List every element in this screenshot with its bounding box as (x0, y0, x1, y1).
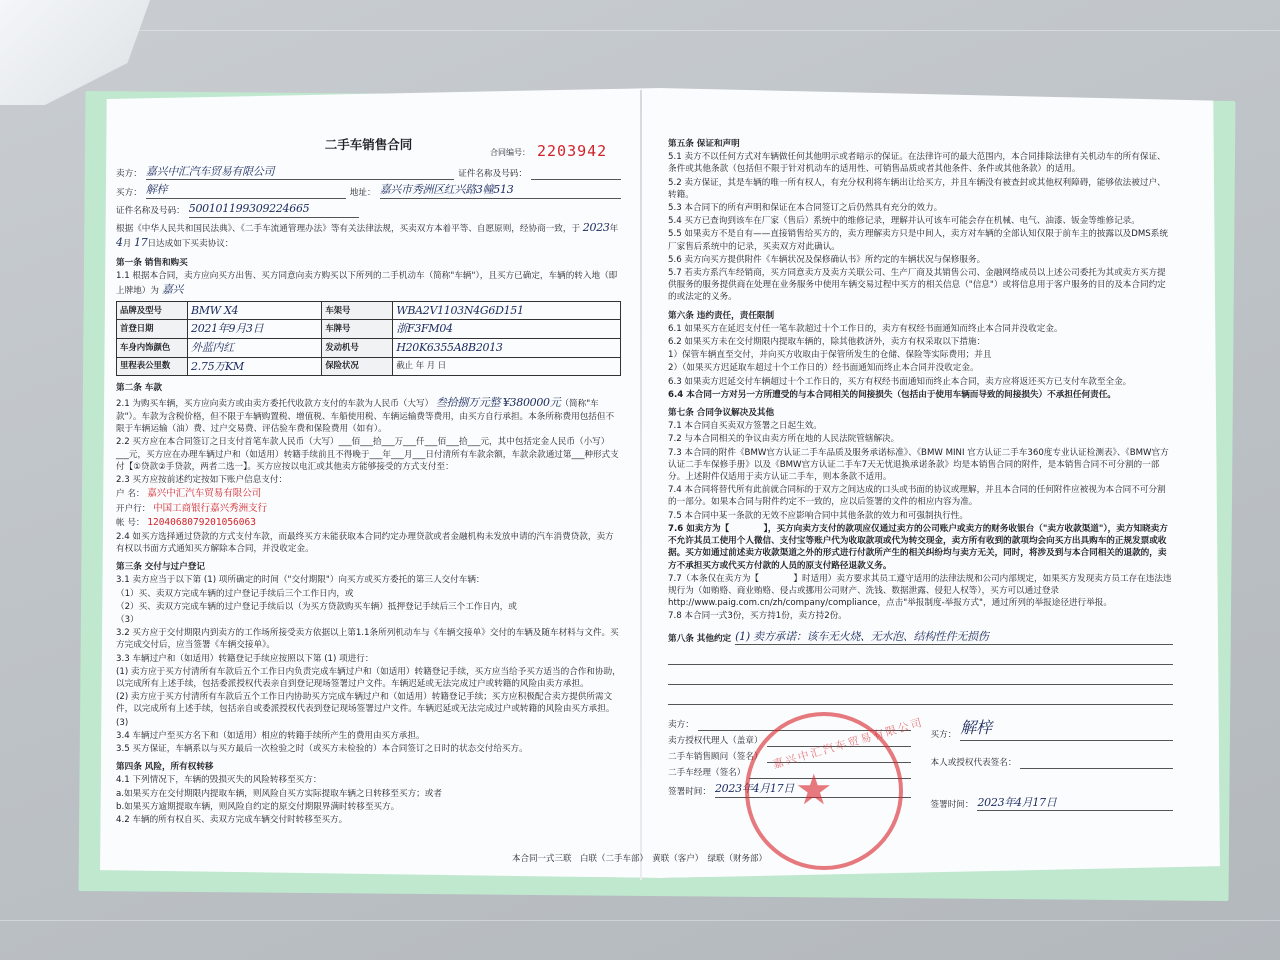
art7-p1: 7.1 本合同自买卖双方签署之日起生效。 (668, 421, 822, 432)
table-key: 保险状况 (322, 357, 393, 376)
art7-heading: 第七条 合同争议解决及其他 (668, 408, 775, 419)
sig-date-label-left: 签署时间： (668, 786, 711, 797)
bank-label: 开户行： (116, 503, 151, 514)
sig-seller-label: 卖方： (668, 719, 694, 730)
id-type-label: 证件名称及号码： (458, 169, 527, 180)
sig-advisor-label: 二手车销售顾问（签名） (668, 751, 763, 762)
transfer-place: 嘉兴 (161, 283, 184, 297)
preamble (116, 220, 621, 251)
table-row (117, 320, 621, 339)
desk-seam (0, 920, 1280, 921)
right-page (668, 132, 1173, 813)
account-name-label: 户 名： (116, 489, 145, 500)
preamble-year: 2023 (582, 220, 610, 234)
acct-label: 帐 号： (116, 518, 145, 529)
table-value: 2.75万KM (188, 357, 322, 376)
art3-p1: 3.1 卖方应当于以下第 (1) 项所确定的时间（"交付期限"）向买方或买方委托的第三人交付车辆： (116, 575, 485, 586)
preamble-month: 4 (116, 236, 123, 250)
art2-p1b: （简称"车款"）。车款为含税价格，但不限于车辆购置税、增值税、车船使用税、车辆运输费等费用，由买方自行承担。本条所称费用包括但不限于车辆运输（油）费、过户交易费、评估验车费和保险费用（如有）。 (116, 399, 615, 435)
table-key: 车牌号 (322, 320, 393, 339)
art8-blank-line (668, 671, 1173, 685)
table-value: H20K6355A8B2013 (393, 339, 621, 358)
acct-number: 1204068079201056063 (147, 517, 256, 529)
art4-heading: 第四条 风险，所有权转移 (116, 762, 214, 773)
account-name: 嘉兴中汇汽车贸易有限公司 (147, 488, 262, 500)
art8-heading: 第八条 其他约定 (668, 633, 732, 644)
seal-text: 嘉兴中汇汽车贸易有限公司 (771, 715, 925, 772)
sig-buyer-rep-label: 本人或授权代表签名： (930, 757, 1017, 768)
preamble-day: 17 (134, 236, 148, 250)
art8-field: (1) 卖方承诺：该车无火烧、无水泡、结构性件无损伤 (735, 629, 1173, 646)
table-key: 车身内饰颜色 (117, 339, 188, 358)
art3-p1c: （3） (116, 614, 139, 625)
table-value: 外蓝内红 (188, 339, 322, 358)
page-fold (640, 90, 642, 880)
art5-p6: 5.6 卖方向买方提供附件《车辆状况及保修确认书》所约定的车辆状况与保修服务。 (668, 254, 986, 265)
buyer-label: 买方： (116, 187, 142, 198)
sig-row (931, 795, 1174, 812)
buyer-signature (931, 715, 1174, 813)
cert-field: 500101199309224665 (189, 201, 359, 218)
art6-p4: 6.4 本合同一方对另一方所遭受的与本合同相关的间接损失（包括由于使用车辆而导致的间接损失）不承担任何责任。 (668, 389, 1116, 400)
art2-p3: 2.3 买方应按前述约定按如下账户信息支付： (116, 475, 288, 486)
acct-line (116, 516, 621, 529)
art7-p3: 7.3 本合同的附件《BMW官方认证二手车品质及服务承诺标准》、《BMW MINI 官方认证二手车360度专业认证检测表》、《BMW官方认证二手车保修手册》以及《BMW官方认证二手车7天无忧退换承诺条款》均是本销售合同的附件，是本销售合同不可分割的一部分。上述附件仅适用于卖方认证二手车，则本条款不适用。 (668, 447, 1169, 483)
art6-p3: 6.3 如果卖方迟延交付车辆超过十个工作日的，买方有权经书面通知而终止本合同，卖方应将返还买方已支付车款至全金。 (668, 376, 1132, 387)
art1-p1-text: 1.1 根据本合同，卖方应向买方出售、买方同意向卖方购买以下所列的二手机动车（简称"车辆"），且买方已确定，车辆的转入地（即上牌地）为 (116, 271, 618, 297)
table-row (117, 357, 621, 376)
art5-heading: 第五条 保证和声明 (668, 139, 740, 149)
art3-heading: 第三条 交付与过户登记 (116, 562, 205, 573)
bank-name: 中国工商银行嘉兴秀洲支行 (153, 502, 268, 514)
table-key: 品牌及型号 (117, 301, 188, 320)
buyer-field: 解梓 (146, 182, 346, 199)
art7-p2: 7.2 与本合同相关的争议由卖方所在地的人民法院管辖解决。 (668, 434, 900, 445)
art4-p1a: a.如果买方在交付期限内提取车辆，则风险自买方实际提取车辆之日转移至买方；或者 (116, 788, 442, 799)
art3-p4: 3.4 车辆过户至买方名下和（如适用）相应的转籍手续所产生的费用由买方承担。 (116, 730, 425, 741)
art2-p4: 2.4 如买方选择通过贷款的方式支付车款，而最终买方未能获取本合同约定办理贷款或者金融机构未发放申请的汽车消费贷款，卖方有权以书面方式通知买方解除本合同，并没收定金。 (116, 531, 614, 554)
tissue-paper (0, 0, 150, 105)
table-key: 车架号 (322, 301, 393, 320)
art5-p5: 5.5 如果卖方不是自有——直接销售给买方的，卖方理解卖方只是中间人，卖方对车辆的全部认知仅限于前车主的披露以及DMS系统厂家售后系统中的记录，买卖双方对此确认。 (668, 229, 1168, 252)
preamble-month-suffix: 月 (122, 239, 132, 250)
amount-cn: 叁拾捌万元整 (435, 396, 501, 410)
art2-p1-text: 2.1 为购买车辆，买方应向卖方或由卖方委托代收款方支付的车款为人民币（大写） (116, 399, 434, 410)
address-label: 地址： (349, 187, 376, 198)
art7-p8: 7.8 本合同一式3份，买方持1份，卖方持2份。 (668, 611, 847, 622)
table-row (117, 301, 621, 320)
art7-p5: 7.5 本合同中某一条款的无效不应影响合同中其他条款的效力和可强制执行性。 (668, 510, 968, 521)
table-key: 发动机号 (322, 339, 393, 358)
art3-p3b: (2) 卖方应于买方付清所有车款后五个工作日内协助买方完成车辆过户和（如适用）转籍登记手续；买方应积极配合卖方提供所需文件，以完成所有上述手续，包括亲自或委派授权代表到登记现场签署过户文件。车辆迟延或无法完成过户或转籍的风险由买方承担。 (116, 692, 615, 715)
seller-field: 嘉兴中汇汽车贸易有限公司 (146, 164, 454, 181)
table-value: 2021年9月3日 (188, 320, 322, 339)
sig-row (931, 717, 1174, 741)
table-value: 浙F3FM04 (393, 320, 621, 339)
art6-heading: 第六条 违约责任，责任限制 (668, 310, 775, 321)
copy-footer: 本合同一式三联 白联（二手车部） 黄联（客户） 绿联（财务部） (512, 854, 768, 864)
preamble-day-suffix: 日达成如下买卖协议： (147, 239, 234, 250)
art7-p4: 7.4 本合同将替代所有此前就合同标的于双方之间达成的口头或书面的协议或理解，并且本合同的任何附件应被视为本合同不可分割的一部分。如果本合同与附件约定不一致的，应以后签署的文件的相应内容为准。 (668, 485, 1166, 508)
art5-p4: 5.4 买方已查询到该车在厂家（售后）系统中的维修记录，理解并认可该车可能会存在机械、电气、油漆、钣金等维修记录。 (668, 216, 1140, 227)
art3-p3a: (1) 卖方应于买方付清所有车款后五个工作日内负责完成车辆过户和（如适用）转籍登记手续，买方应当给予买方适当的合作和协助，以完成所有上述手续，包括委派授权代表亲自到登记现场签署过户文件。车辆迟延或无法完成过户或转籍的风险由卖方承担。 (116, 666, 621, 689)
art3-p3: 3.3 车辆过户和（如适用）转籍登记手续应按照以下第 (1) 项进行： (116, 653, 374, 664)
art4-p1b: b.如果买方逾期提取车辆，则风险自约定的原交付期限界满时转移至买方。 (116, 801, 400, 812)
bank-line (116, 502, 621, 515)
art4-p2: 4.2 车辆的所有权自买、卖双方完成车辆交付时转移至买方。 (116, 815, 348, 825)
art2-p1 (116, 395, 621, 435)
seal-star-icon: ★ (795, 765, 833, 814)
sig-buyer-rep-line (1020, 755, 1173, 769)
contract-number: 2203942 (537, 142, 608, 160)
table-key: 里程表公里数 (117, 357, 188, 376)
amount-num: ¥380000元 (502, 396, 561, 410)
art6-p2b: 2）（如果买方迟延取车超过十个工作日的）经书面通知而终止本合同并没收定金。 (668, 363, 979, 374)
buyer-row (116, 182, 621, 199)
sig-row (931, 755, 1174, 769)
sig-buyer-label: 买方： (930, 729, 957, 740)
art2-heading: 第二条 车款 (116, 383, 162, 394)
desk-seam (0, 30, 1280, 31)
contract-number-label: 合同编号： (490, 148, 530, 157)
sig-seller-rep-label: 卖方授权代理人（盖章） (668, 735, 763, 746)
art5-p2: 5.2 卖方保证，其是车辆的唯一所有权人，有充分权利将车辆出让给买方，并且车辆没有被查封或其他权利障碍，能够依法被过户、转籍。 (668, 177, 1166, 200)
sig-date-left: 2023年4月17日 (715, 781, 911, 798)
art3-p1a: （1）买、卖双方完成车辆的过户登记手续后三个工作日内，或 (116, 588, 354, 599)
art3-p2: 3.2 买方应于交付期限内到卖方的工作场所接受卖方依据以上第1.1条所列机动车与《车辆交接单》交付的车辆及随车材料与文件。买方完成交付后，应当签署《车辆交接单》。 (116, 628, 619, 651)
table-value: BMW X4 (188, 301, 322, 320)
art3-p1b: （2）买、卖双方完成车辆的过户登记手续后以（为买方贷款购买车辆）抵押登记手续后三个工作日内，或 (116, 601, 517, 612)
art8-blank-line (668, 651, 1173, 665)
art6-p1: 6.1 如果买方在延迟支付任一笔车款超过十个工作日的，卖方有权经书面通知而终止本合同并没收定金。 (668, 323, 1063, 334)
sig-date-right: 2023年4月17日 (977, 795, 1173, 812)
address-field: 嘉兴市秀洲区红兴路3幢513 (380, 182, 621, 199)
sig-buyer-name: 解梓 (960, 717, 1173, 741)
art3-p5: 3.5 买方保证，车辆系以与买方最后一次检验之时（或买方未检验的）本合同签订之日时的状态交付给买方。 (116, 743, 528, 754)
art4-p1: 4.1 下列情况下，车辆的毁损灭失的风险转移至买方： (116, 775, 322, 786)
vehicle-table (116, 301, 621, 376)
table-row (117, 339, 621, 358)
art5-p1: 5.1 卖方不以任何方式对车辆做任何其他明示或者暗示的保证。在法律许可的最大范围内，本合同排除法律有关机动车的所有保证、条件或其他条款（包括但不限于针对机动车的适用性、可销售品质或者其他条件、条件或其他条款）的适用。 (668, 152, 1166, 175)
table-value: 截止 年 月 日 (393, 357, 621, 376)
art2-p2: 2.2 买方应在本合同签订之日支付首笔车款人民币（大写）___佰___拾___万___仟___佰___拾___元，其中包括定金人民币（小写）___元，买方应在办理车辆过户和（如适用）转籍手续前且不得晚于___年___月___日付清所有车款余额，车款余款通过第___种形式支付【①贷款②手贷款，两者二选一】。买方应按以电汇或其他卖方能够接受的方式支付至： (116, 437, 619, 472)
preamble-text: 根据《中华人民共和国民法典》、《二手车流通管理办法》等有关法律法规，买卖双方本着平等、自愿原则，经协商一致，于 (116, 223, 581, 234)
sig-date-label-right: 签署时间： (930, 800, 974, 811)
seller-row (116, 164, 621, 181)
cert-row (116, 201, 621, 218)
sig-manager-label: 二手车经理（签名） (668, 767, 746, 778)
account-name-line (116, 487, 621, 500)
table-key: 首登日期 (117, 320, 188, 339)
art5-p3: 5.3 本合同下的所有声明和保证在本合同签订之后仍然具有充分的效力。 (668, 203, 943, 214)
table-value: WBA2V1103N4G6D151 (393, 301, 621, 320)
art1-p1 (116, 270, 621, 298)
art6-p2: 6.2 如果买方未在交付期限内提取车辆的，除其他救济外，卖方有权采取以下措施： (668, 337, 986, 348)
seller-id-field (531, 166, 621, 180)
contract-title: 二手车销售合同 (324, 137, 413, 152)
cert-label: 证件名称及号码： (116, 206, 185, 217)
art7-p7: 7.7（本条仅在卖方为【 】时适用）卖方要求其员工遵守适用的法律法规和公司内部规定，如果买方发现卖方员工存在违法违规行为（如贿赂、商业贿赂、侵占或挪用公司财产、洗钱、数据泄露、侵犯人权等），买方可以通过登录http://www.paig.com.cn/zh/company/compliance，点击"举报制度-举报方式"，通过所列的举报途径进行举报。 (668, 573, 1172, 609)
art1-heading: 第一条 销售和购买 (116, 257, 188, 268)
art8-row (668, 629, 1173, 646)
art8-blank-line (668, 691, 1173, 705)
preamble-year-suffix: 年 (609, 223, 619, 234)
art3-p3c: (3) (116, 717, 129, 728)
art7-p6: 7.6 如卖方为【 】，买方向卖方支付的款项应仅通过卖方的公司账户或卖方的财务收银台（"卖方收款渠道"），卖方知晓卖方不允许其员工使用个人微信、支付宝等账户代为收取款项或代为转交现金，卖方所有收到的款项均会向买方出具购车的正规发票或收据。买方如通过前述卖方收款渠道之外的形式进行付款所产生的相关纠纷均与卖方无关，同时，将涉及到与本合同相关的退款的，卖方不承担买方或代买方付款的人员的原支付路径退款义务。 (668, 523, 1168, 571)
art6-p2a: 1）保管车辆直至交付，并向买方收取由于保管所发生的仓储、保险等实际费用；并且 (668, 350, 992, 361)
seller-label: 卖方： (116, 169, 142, 180)
left-page (116, 132, 621, 827)
art5-p7: 5.7 若卖方系汽车经销商，买方同意卖方及卖方关联公司、生产厂商及其销售公司、金融网络成员以上述公司委托为其或卖方买方提供服务的服务提供商在处理在业务服务中使用车辆交易过程中买方的相关信息（"信息"）或将信息用于客户服务的目的及本合同约定的或法定的义务。 (668, 268, 1166, 303)
